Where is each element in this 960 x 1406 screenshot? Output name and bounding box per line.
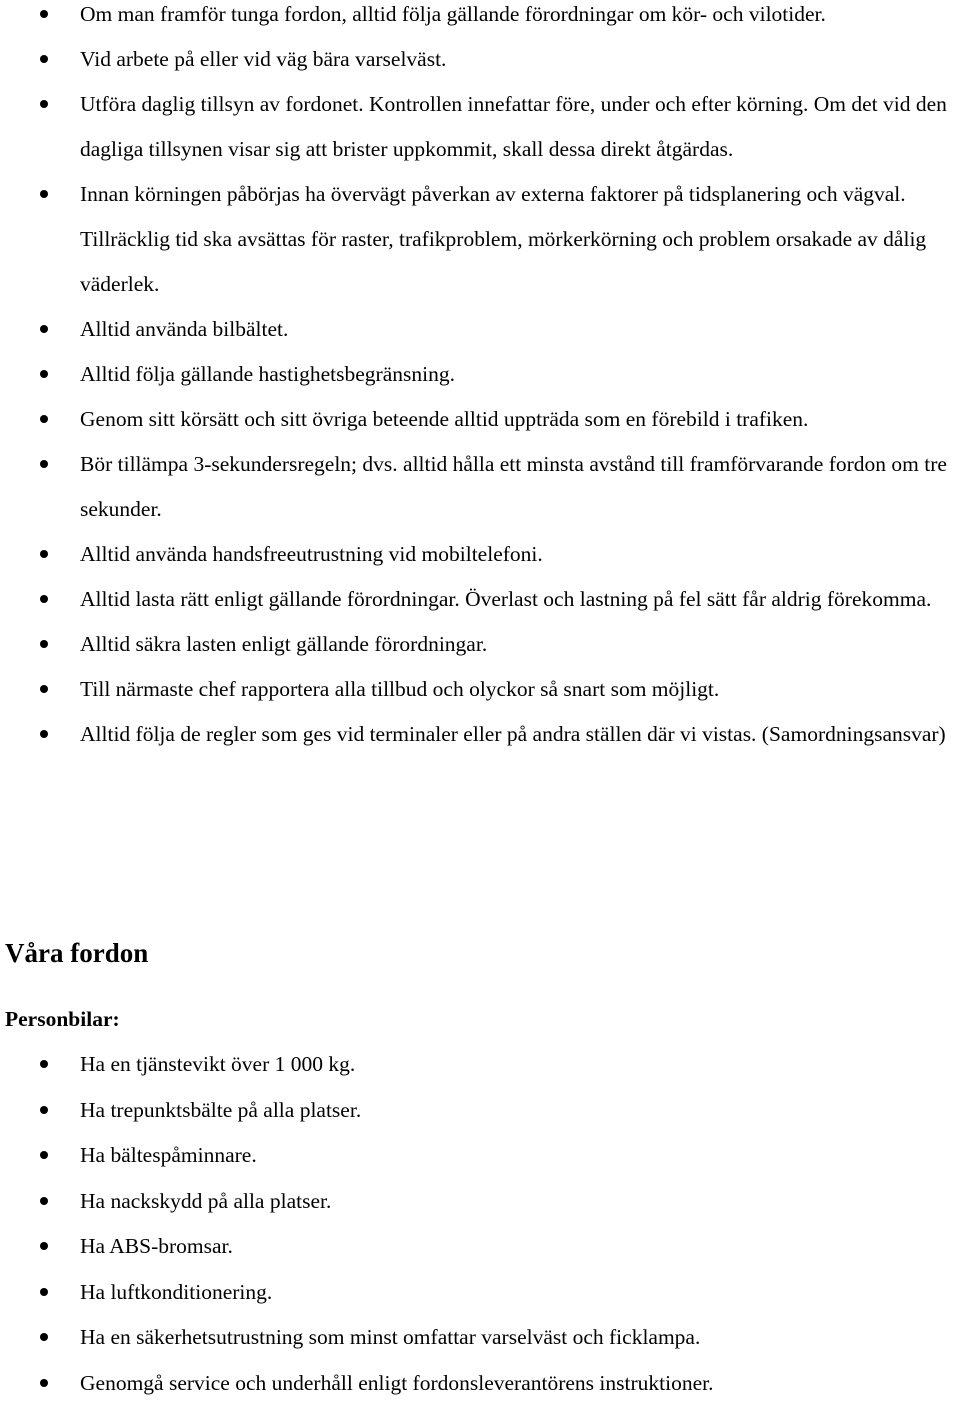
list-item [0,352,960,397]
list-item-text: Innan körningen påbörjas ha övervägt påverkan av externa faktorer på tidsplanering och vägval. Tillräcklig tid ska avsättas för raster, trafikproblem, mörkerkörning och problem orsakade av dålig väderlek. [80,182,926,296]
list-item-text: Vid arbete på eller vid väg bära varselväst. [80,47,446,71]
list-item-text: Till närmaste chef rapportera alla tillbud och olyckor så snart som möjligt. [80,677,719,701]
bullet-icon [40,1288,48,1296]
bullet-icon [40,1379,48,1387]
list-item-text: Alltid använda bilbältet. [80,317,288,341]
list-item-text: Alltid säkra lasten enligt gällande förordningar. [80,632,487,656]
list-item [0,1133,960,1179]
list-item [0,1088,960,1134]
bullet-icon [40,640,48,648]
section-heading: Våra fordon [5,935,148,971]
bullet-icon [40,730,48,738]
list-item [0,622,960,667]
bullet-icon [40,1151,48,1159]
list-item [0,1224,960,1270]
bullet-icon [40,685,48,693]
list-item-text: Alltid använda handsfreeutrustning vid mobiltelefoni. [80,542,543,566]
list-item-text: Genomgå service och underhåll enligt fordonsleverantörens instruktioner. [80,1371,713,1395]
list-item-text: Ha trepunktsbälte på alla platser. [80,1098,361,1122]
bullet-icon [40,1197,48,1205]
list-item [0,442,960,532]
vehicle-requirements-list [0,1042,960,1406]
list-item [0,1361,960,1406]
bullet-icon [40,1242,48,1250]
bullet-icon [40,55,48,63]
list-item-text: Alltid följa gällande hastighetsbegränsning. [80,362,455,386]
bullet-icon [40,10,48,18]
section-subheading: Personbilar: [5,1005,120,1033]
list-item-text: Genom sitt körsätt och sitt övriga beteende alltid uppträda som en förebild i trafiken. [80,407,808,431]
list-item [0,307,960,352]
list-item [0,397,960,442]
list-item [0,0,960,37]
bullet-icon [40,1333,48,1341]
bullet-icon [40,100,48,108]
list-item [0,82,960,172]
list-item-text: Om man framför tunga fordon, alltid följa gällande förordningar om kör- och vilotider. [80,2,826,26]
list-item [0,577,960,622]
list-item [0,712,960,757]
bullet-icon [40,190,48,198]
bullet-icon [40,325,48,333]
bullet-icon [40,370,48,378]
list-item-text: Ha en tjänstevikt över 1 000 kg. [80,1052,355,1076]
list-item-text: Utföra daglig tillsyn av fordonet. Kontrollen innefattar före, under och efter körning. Om det vid den dagliga tillsynen visar sig att brister uppkommit, skall dessa direkt åtgärdas. [80,92,947,161]
bullet-icon [40,1106,48,1114]
list-item [0,1270,960,1316]
list-item-text: Ha en säkerhetsutrustning som minst omfattar varselväst och ficklampa. [80,1325,700,1349]
bullet-icon [40,595,48,603]
bullet-icon [40,415,48,423]
list-item [0,1179,960,1225]
list-item-text: Bör tillämpa 3-sekundersregeln; dvs. alltid hålla ett minsta avstånd till framförvarande fordon om tre sekunder. [80,452,947,521]
list-item-text: Ha luftkonditionering. [80,1280,272,1304]
bullet-icon [40,460,48,468]
list-item-text: Ha nackskydd på alla platser. [80,1189,331,1213]
bullet-icon [40,550,48,558]
list-item [0,1042,960,1088]
list-item-text: Ha ABS-bromsar. [80,1234,233,1258]
list-item [0,532,960,577]
list-item [0,1315,960,1361]
list-item [0,172,960,307]
list-item-text: Alltid lasta rätt enligt gällande förordningar. Överlast och lastning på fel sätt får aldrig förekomma. [80,587,931,611]
list-item [0,37,960,82]
list-item-text: Ha bältespåminnare. [80,1143,257,1167]
bullet-icon [40,1060,48,1068]
list-item-text: Alltid följa de regler som ges vid terminaler eller på andra ställen där vi vistas. (Samordningsansvar) [80,722,946,746]
list-item [0,667,960,712]
